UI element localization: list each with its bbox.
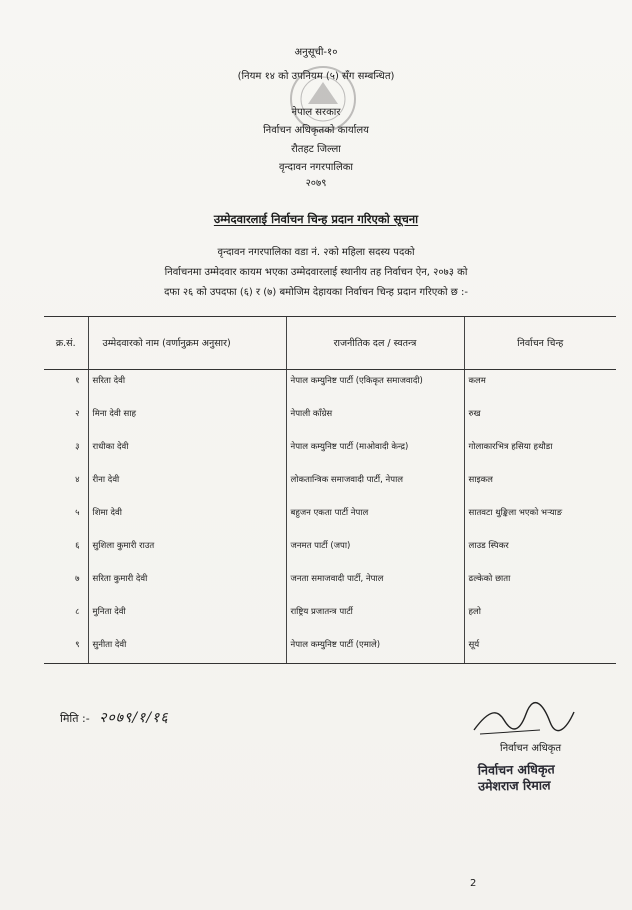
cell-sn: ८	[75, 607, 80, 617]
notice-title: उम्मेदवारलाई निर्वाचन चिन्ह प्रदान गरिएको सूचना	[213, 212, 419, 226]
cell-candidate-name: रीना देवी	[88, 469, 286, 502]
cell-symbol: सातवटा थुङ्किला भएको भऱ्याङ	[464, 502, 616, 535]
cell-candidate-name: सरिता कुमारी देवी	[88, 568, 286, 601]
rule-reference: (नियम १४ को उपनियम (५) सँग सम्बन्धित)	[237, 71, 395, 82]
district-name: रौतहट जिल्ला	[291, 144, 341, 155]
cell-party: नेपाली काँग्रेस	[286, 403, 464, 436]
table-row	[44, 634, 616, 664]
cell-symbol: कलम	[464, 370, 616, 404]
cell-party: नेपाल कम्युनिष्ट पार्टी (एमाले)	[286, 634, 464, 664]
cell-sn: १	[75, 376, 80, 386]
cell-symbol: ढल्केको छाता	[464, 568, 616, 601]
page-number: 2	[470, 878, 477, 889]
cell-sn: २	[75, 409, 80, 419]
table-row	[44, 535, 616, 568]
cell-candidate-name: मिना देवी साह	[88, 403, 286, 436]
header-sn: क्र.सं.	[44, 317, 88, 370]
cell-party: राष्ट्रिय प्रजातन्त्र पार्टी	[286, 601, 464, 634]
cell-sn: ६	[75, 541, 80, 551]
header-symbol: निर्वाचन चिन्ह	[464, 317, 616, 370]
cell-symbol: साइकल	[464, 469, 616, 502]
header-party: राजनीतिक दल / स्वतन्त्र	[286, 317, 464, 370]
table-row	[44, 469, 616, 502]
table-row	[44, 436, 616, 469]
year: २०७९	[305, 178, 327, 189]
office-name: निर्वाचन अधिकृतको कार्यालय	[263, 125, 369, 136]
date-value: २०७९/१/१६	[99, 710, 169, 726]
cell-symbol: गोलाकारभित्र हसिया हथौडा	[464, 436, 616, 469]
cell-party: जनता समाजवादी पार्टी, नेपाल	[286, 568, 464, 601]
officer-stamp	[478, 761, 555, 794]
date-label: मिति :-	[60, 712, 90, 725]
notice-intro-line-3: दफा २६ को उपदफा (६) र (७) बमोजिम देहायका निर्वाचन चिन्ह प्रदान गरिएको छ :-	[164, 287, 468, 298]
cell-party: बहुजन एकता पार्टी नेपाल	[286, 502, 464, 535]
notice-intro-line-2: निर्वाचनमा उम्मेदवार कायम भएका उम्मेदवारलाई स्थानीय तह निर्वाचन ऐन, २०७३ को	[164, 267, 468, 278]
cell-symbol: रुख	[464, 403, 616, 436]
cell-party: नेपाल कम्युनिष्ट पार्टी (माओवादी केन्द्र)	[286, 436, 464, 469]
cell-candidate-name: सुनीता देवी	[88, 634, 286, 664]
signature-scribble-icon	[470, 700, 580, 740]
cell-party: नेपाल कम्युनिष्ट पार्टी (एकिकृत समाजवादी)	[286, 370, 464, 404]
cell-sn: ९	[44, 634, 88, 664]
cell-candidate-name: सुशिला कुमारी राउत	[88, 535, 286, 568]
cell-party: लोकतान्त्रिक समाजवादी पार्टी, नेपाल	[286, 469, 464, 502]
cell-sn: ३	[75, 442, 80, 452]
signatory-title: निर्वाचन अधिकृत	[500, 743, 562, 754]
header-candidate-name: उम्मेदवारको नाम (वर्णानुक्रम अनुसार)	[88, 317, 286, 370]
cell-candidate-name: मुनिता देवी	[88, 601, 286, 634]
table-row	[44, 601, 616, 634]
date-line	[60, 708, 169, 727]
stamp-line-1: निर्वाचन अधिकृत	[477, 761, 555, 778]
table-row	[44, 502, 616, 535]
stamp-line-2: उमेशराज रिमाल	[478, 777, 551, 794]
cell-candidate-name: सरिता देवी	[88, 370, 286, 404]
cell-candidate-name: राधीका देवी	[88, 436, 286, 469]
schedule-number: अनुसूची-१०	[294, 47, 338, 58]
table-header-row	[44, 317, 616, 370]
table-row	[44, 568, 616, 601]
table-row	[44, 403, 616, 436]
cell-sn: ५	[75, 508, 80, 518]
cell-symbol: हलो	[464, 601, 616, 634]
cell-sn: ७	[75, 574, 80, 584]
candidates-table	[44, 316, 616, 664]
notice-intro-line-1: वृन्दावन नगरपालिका वडा नं. २को महिला सदस्य पदको	[217, 247, 415, 258]
cell-symbol: लाउड स्पिकर	[464, 535, 616, 568]
cell-party: जनमत पार्टी (जपा)	[286, 535, 464, 568]
municipality-name: वृन्दावन नगरपालिका	[278, 162, 354, 173]
cell-candidate-name: शिमा देवी	[88, 502, 286, 535]
government-name: नेपाल सरकार	[291, 107, 341, 118]
cell-symbol: सूर्य	[464, 634, 616, 664]
table-row	[44, 370, 616, 404]
cell-sn: ४	[75, 475, 80, 485]
